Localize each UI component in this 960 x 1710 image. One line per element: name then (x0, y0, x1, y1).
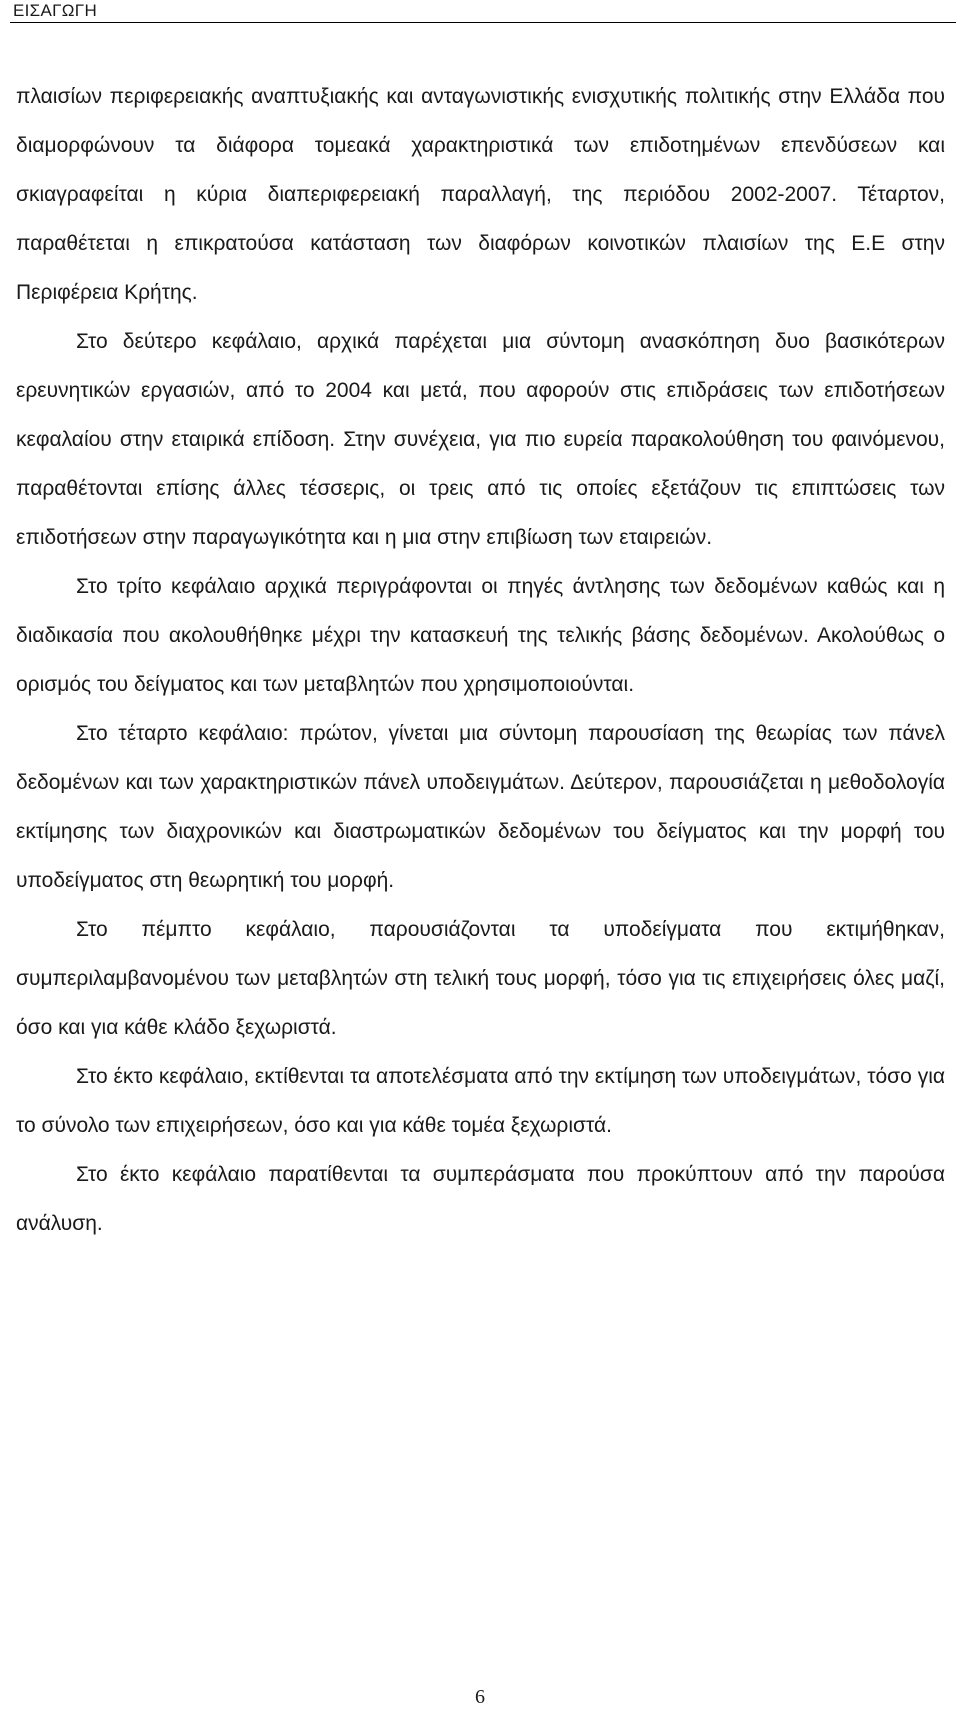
body-text (16, 72, 945, 1248)
paragraph-continued: πλαισίων περιφερειακής αναπτυξιακής και ανταγωνιστικής ενισχυτικής πολιτικής στην Ελλάδα που διαμορφώνουν τα διάφορα τομεακά χαρακτηριστικά των επιδοτημένων επενδύσεων και σκιαγραφείται η κύρια διαπεριφερειακή παραλλαγή, της περιόδου 2002-2007. Τέταρτον, παραθέτεται η επικρατούσα κατάσταση των διαφόρων κοινοτικών πλαισίων της Ε.Ε στην Περιφέρεια Κρήτης. (16, 85, 945, 304)
paragraph-conclusions: Στο έκτο κεφάλαιο παρατίθενται τα συμπεράσματα που προκύπτουν από την παρούσα ανάλυση. (16, 1163, 945, 1235)
paragraph-chapter-5: Στο πέμπτο κεφάλαιο, παρουσιάζονται τα υποδείγματα που εκτιμήθηκαν, συμπεριλαμβανομένου των μεταβλητών στη τελική τους μορφή, τόσο για τις επιχειρήσεις όλες μαζί, όσο και για κάθε κλάδο ξεχωριστά. (16, 918, 945, 1039)
header-section-title: ΕΙΣΑΓΩΓΗ (13, 1, 98, 20)
paragraph-chapter-6: Στο έκτο κεφάλαιο, εκτίθενται τα αποτελέσματα από την εκτίμηση των υποδειγμάτων, τόσο για το σύνολο των επιχειρήσεων, όσο και για κάθε τομέα ξεχωριστά. (16, 1065, 945, 1137)
page-number: 6 (475, 1686, 485, 1708)
running-header (10, 0, 956, 23)
paragraph-chapter-2: Στο δεύτερο κεφάλαιο, αρχικά παρέχεται μια σύντομη ανασκόπηση δυο βασικότερων ερευνητικών εργασιών, από το 2004 και μετά, που αφορούν στις επιδράσεις των επιδοτήσεων κεφαλαίου στην εταιρικά επίδοση. Στην συνέχεια, για πιο ευρεία παρακολούθηση του φαινόμενου, παραθέτονται επίσης άλλες τέσσερις, οι τρεις από τις οποίες εξετάζουν τις επιπτώσεις των επιδοτήσεων στην παραγωγικότητα και η μια στην επιβίωση των εταιρειών. (16, 330, 945, 549)
paragraph-chapter-4: Στο τέταρτο κεφάλαιο: πρώτον, γίνεται μια σύντομη παρουσίαση της θεωρίας των πάνελ δεδομένων και των χαρακτηριστικών πάνελ υποδειγμάτων. Δεύτερον, παρουσιάζεται η μεθοδολογία εκτίμησης των διαχρονικών και διαστρωματικών δεδομένων του δείγματος και την μορφή του υποδείγματος στη θεωρητική του μορφή. (16, 722, 945, 892)
paragraph-chapter-3: Στο τρίτο κεφάλαιο αρχικά περιγράφονται οι πηγές άντλησης των δεδομένων καθώς και η διαδικασία που ακολουθήθηκε μέχρι την κατασκευή της τελικής βάσης δεδομένων. Ακολούθως ο ορισμός του δείγματος και των μεταβλητών που χρησιμοποιούνται. (16, 575, 945, 696)
